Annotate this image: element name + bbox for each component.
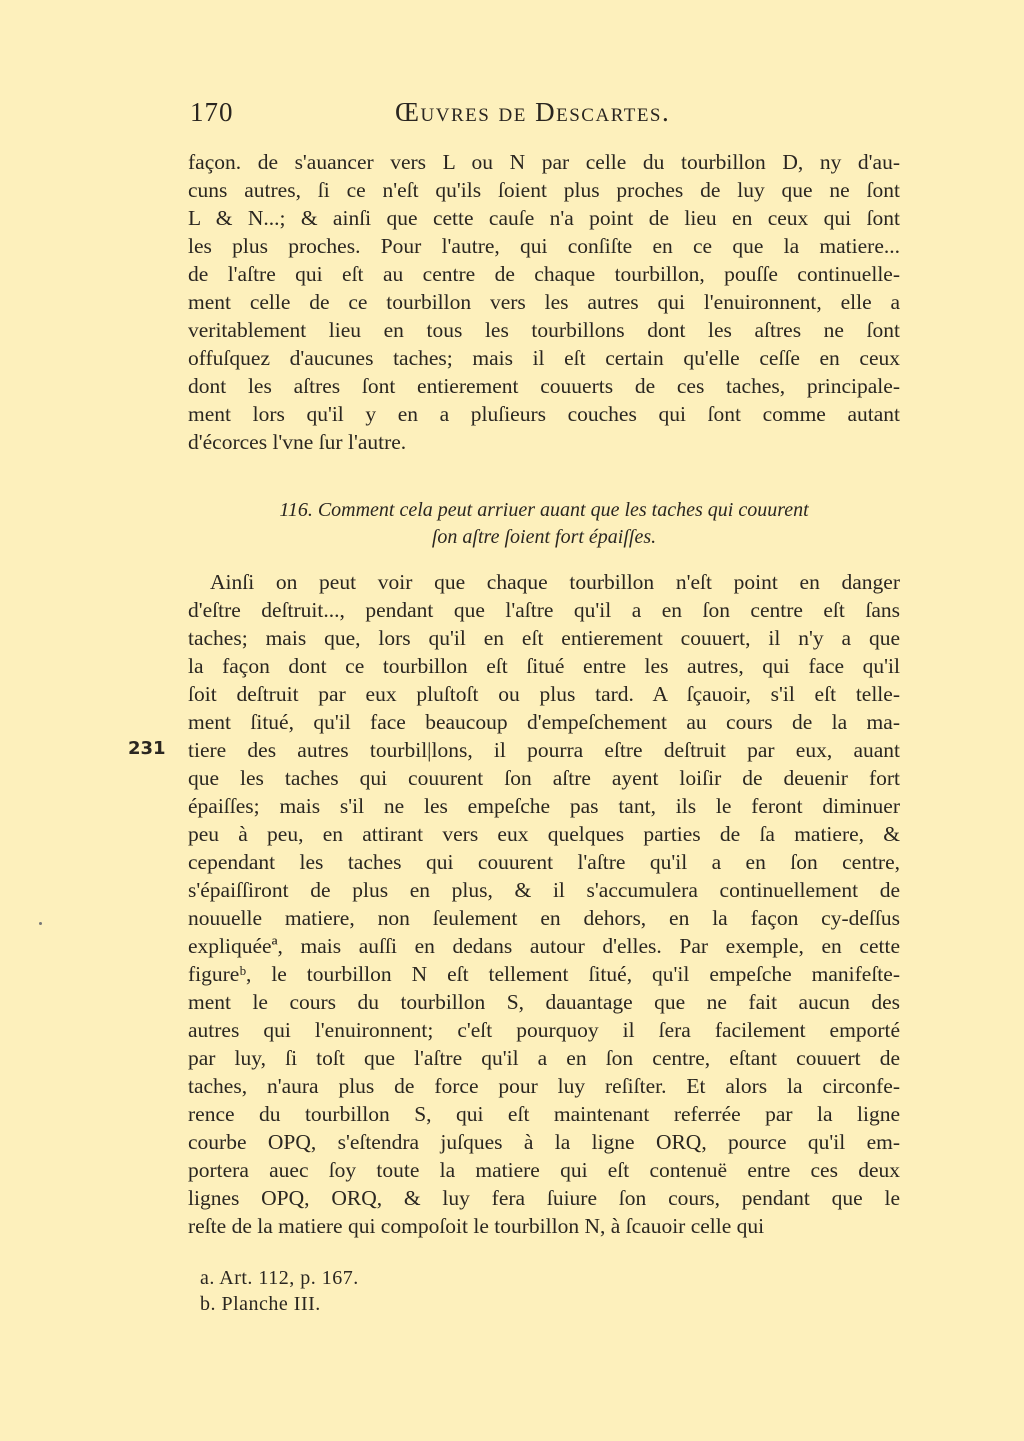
text-line: Ainſi on peut voir que chaque tourbillon n'eſt point en danger	[210, 570, 900, 594]
text-line: d'eſtre deſtruit..., pendant que l'aſtre qu'il a en ſon centre eſt ſans	[188, 598, 900, 622]
text-line: la façon dont ce tourbillon eſt ſitué entre les autres, qui face qu'il	[188, 654, 900, 678]
text-line: courbe OPQ, s'eſtendra juſques à la ligne ORQ, pource qu'il em-	[188, 1130, 900, 1154]
page-number: 170	[190, 97, 234, 127]
heading-line-1: 116. Comment cela peut arriuer auant que les taches qui couurent	[279, 499, 809, 521]
text-line: reſte de la matiere qui compoſoit le tourbillon N, à ſcauoir celle qui	[188, 1214, 765, 1238]
text-line: ment ſitué, qu'il face beaucoup d'empeſchement au cours de la ma-	[188, 710, 900, 734]
footnotes	[200, 1265, 359, 1317]
text-line: ſoit deſtruit par eux pluſtoſt ou plus tard. A ſçauoir, s'il eſt telle-	[188, 682, 900, 706]
text-line: L & N...; & ainſi que cette cauſe n'a point de lieu en ceux qui ſont	[188, 206, 900, 230]
text-line: épaiſſes; mais s'il ne les empeſche pas tant, ils le feront diminuer	[188, 794, 900, 818]
text-line: cependant les taches qui couurent l'aſtre qu'il a en ſon centre,	[188, 850, 900, 874]
text-line: offuſquez d'aucunes taches; mais il eſt certain qu'elle ceſſe en ceux	[188, 346, 900, 370]
text-line: nouuelle matiere, non ſeulement en dehors, en la façon cy-deſſus	[188, 906, 900, 930]
text-line: peu à peu, en attirant vers eux quelques parties de ſa matiere, &	[188, 822, 900, 846]
heading-line-2: ſon aſtre ſoient fort épaiſſes.	[431, 526, 657, 548]
text-line: s'épaiſſiront de plus en plus, & il s'accumulera continuellement de	[188, 878, 900, 902]
running-title: Œuvres de Descartes.	[395, 97, 671, 127]
footnote-a: a. Art. 112, p. 167.	[200, 1267, 359, 1289]
text-line: tiere des autres tourbil|lons, il pourra eſtre deſtruit par eux, auant	[188, 738, 900, 762]
text-line: rence du tourbillon S, qui eſt maintenant referrée par la ligne	[188, 1102, 900, 1126]
print-speck	[39, 922, 42, 925]
text-line: taches, n'aura plus de force pour luy reſiſter. Et alors la circonfe-	[188, 1074, 900, 1098]
text-line: cuns autres, ſi ce n'eſt qu'ils ſoient plus proches de luy que ne ſont	[188, 178, 900, 202]
page-header	[190, 97, 900, 137]
text-line: que les taches qui couurent ſon aſtre ayent loiſir de deuenir fort	[188, 766, 900, 790]
text-line: façon. de s'auancer vers L ou N par celle du tourbillon D, ny d'au-	[188, 150, 900, 174]
text-line: portera auec ſoy toute la matiere qui eſt contenuë entre ces deux	[188, 1158, 900, 1182]
text-line: autres qui l'enuironnent; c'eſt pourquoy il ſera facilement emporté	[188, 1018, 900, 1042]
text-line: de l'aſtre qui eſt au centre de chaque tourbillon, pouſſe continuelle-	[188, 262, 900, 286]
text-line: ment lors qu'il y en a pluſieurs couches qui ſont comme autant	[188, 402, 900, 426]
text-line: par luy, ſi toſt que l'aſtre qu'il a en ſon centre, eſtant couuert de	[188, 1046, 900, 1070]
text-line: figureᵇ, le tourbillon N eſt tellement ſitué, qu'il empeſche manifeſte-	[188, 962, 900, 986]
article-heading	[188, 497, 900, 551]
text-line: ment le cours du tourbillon S, dauantage que ne fait aucun des	[188, 990, 900, 1014]
text-line: d'écorces l'vne ſur l'autre.	[188, 430, 407, 454]
text-line: veritablement lieu en tous les tourbillons dont les aſtres ne ſont	[188, 318, 900, 342]
text-line: lignes OPQ, ORQ, & luy fera ſuiure ſon cours, pendant que le	[188, 1186, 900, 1210]
paragraph-1	[188, 148, 900, 456]
margin-page-reference: 231	[128, 738, 166, 759]
text-line: les plus proches. Pour l'autre, qui conſiſte en ce que la matiere...	[188, 234, 900, 258]
paragraph-2	[188, 568, 900, 1240]
text-line: dont les aſtres ſont entierement couuerts de ces taches, principale-	[188, 374, 900, 398]
text-line: ment celle de ce tourbillon vers les autres qui l'enuironnent, elle a	[188, 290, 900, 314]
text-line: taches; mais que, lors qu'il en eſt entierement couuert, il n'y a que	[188, 626, 900, 650]
text-line: expliquéeª, mais auſſi en dedans autour d'elles. Par exemple, en cette	[188, 934, 900, 958]
footnote-b: b. Planche III.	[200, 1293, 321, 1315]
